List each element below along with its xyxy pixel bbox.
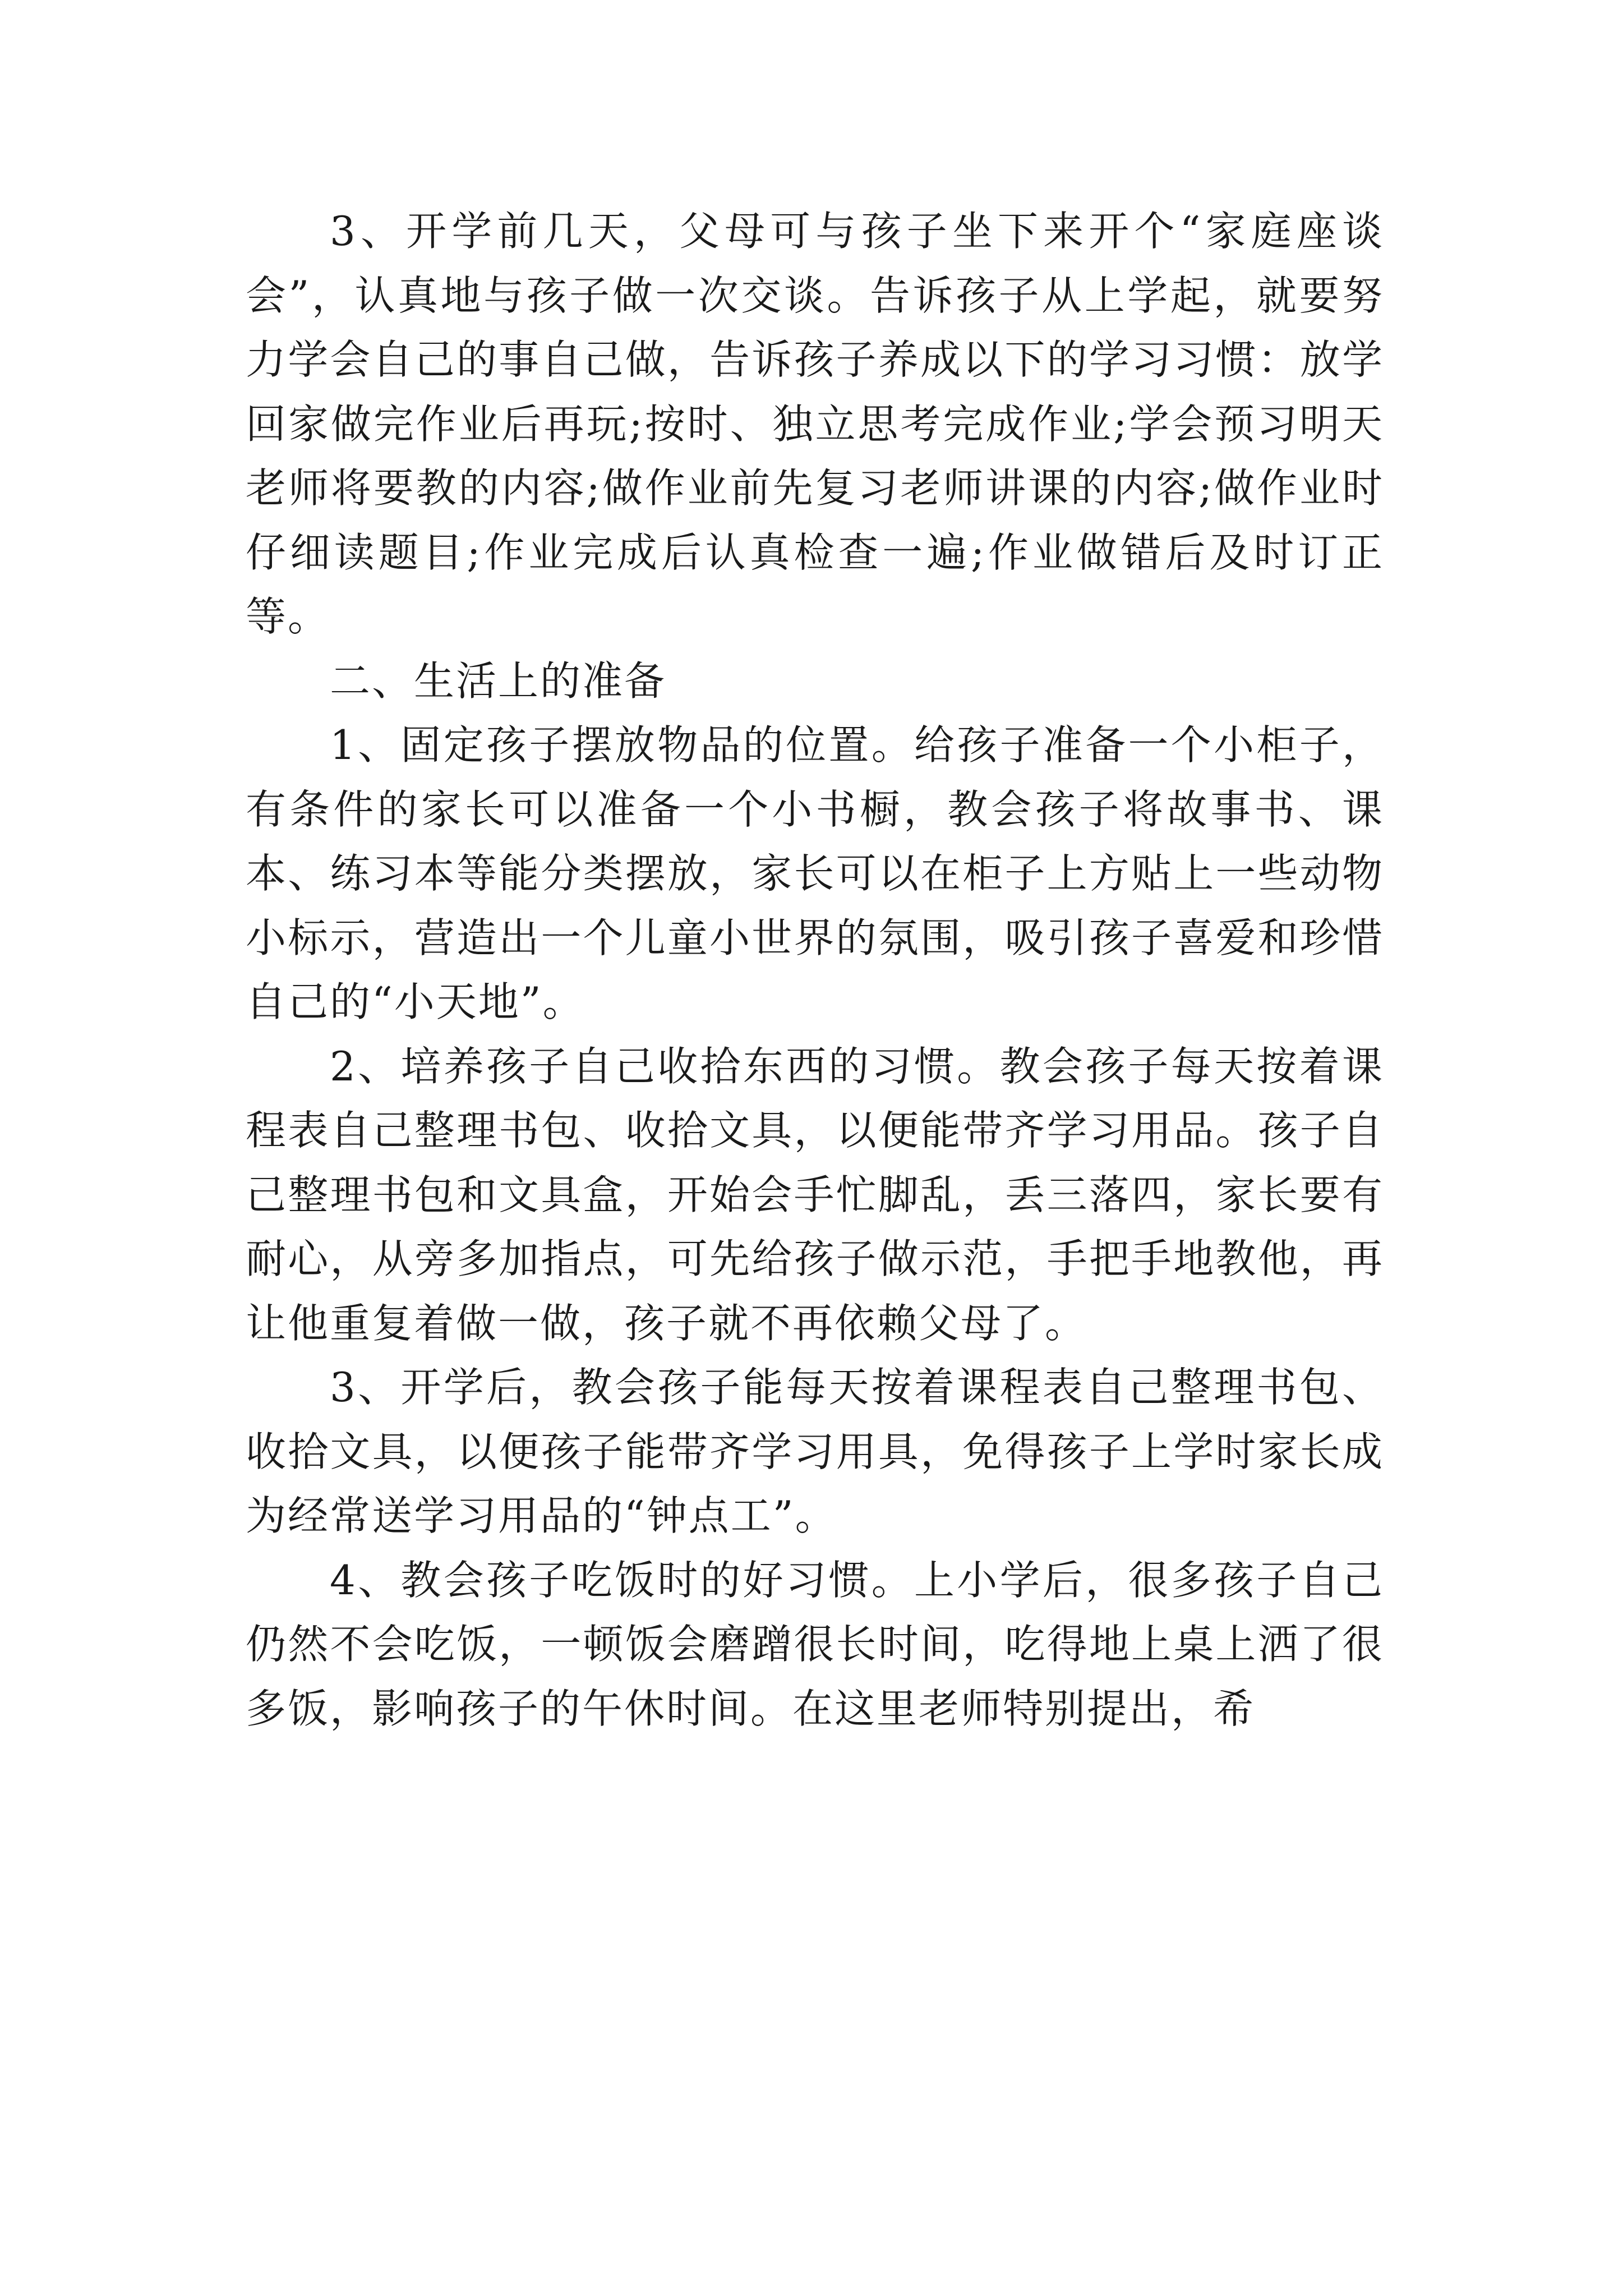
section-heading-life-preparation: 二、生活上的准备 bbox=[330, 657, 667, 705]
document-body bbox=[246, 199, 1384, 1741]
paragraph-study-habits: 3、开学前几天，父母可与孩子坐下来开个“家庭座谈会”，认真地与孩子做一次交谈。告诉孩子从上学起，就要努力学会自己的事自己做，告诉孩子养成以下的学习习惯：放学回家做完作业后再玩;按时、独立思考完成作业;学会预习明天老师将要教的内容;做作业前先复习老师讲课的内容;做作业时仔细读题目;作业完成后认真检查一遍;作业做错后及时订正等。 bbox=[246, 208, 1384, 640]
paragraph-tidying-habit: 2、培养孩子自己收拾东西的习惯。教会孩子每天按着课程表自己整理书包、收拾文具，以便能带齐学习用品。孩子自己整理书包和文具盒，开始会手忙脚乱，丢三落四，家长要有耐心，从旁多加指点，可先给孩子做示范，手把手地教他，再让他重复着做一做，孩子就不再依赖父母了。 bbox=[246, 1042, 1384, 1347]
paragraph-fixed-item-placement: 1、固定孩子摆放物品的位置。给孩子准备一个小柜子，有条件的家长可以准备一个小书橱，教会孩子将故事书、课本、练习本等能分类摆放，家长可以在柜子上方贴上一些动物小标示，营造出一个儿童小世界的氛围，吸引孩子喜爱和珍惜自己的“小天地”。 bbox=[246, 721, 1384, 1025]
paragraph-eating-habits: 4、教会孩子吃饭时的好习惯。上小学后，很多孩子自己仍然不会吃饭，一顿饭会磨蹭很长时间，吃得地上桌上洒了很多饭，影响孩子的午休时间。在这里老师特别提出，希 bbox=[246, 1556, 1384, 1732]
paragraph-after-school-start: 3、开学后，教会孩子能每天按着课程表自己整理书包、收拾文具，以便孩子能带齐学习用具，免得孩子上学时家长成为经常送学习用品的“钟点工”。 bbox=[246, 1364, 1384, 1539]
